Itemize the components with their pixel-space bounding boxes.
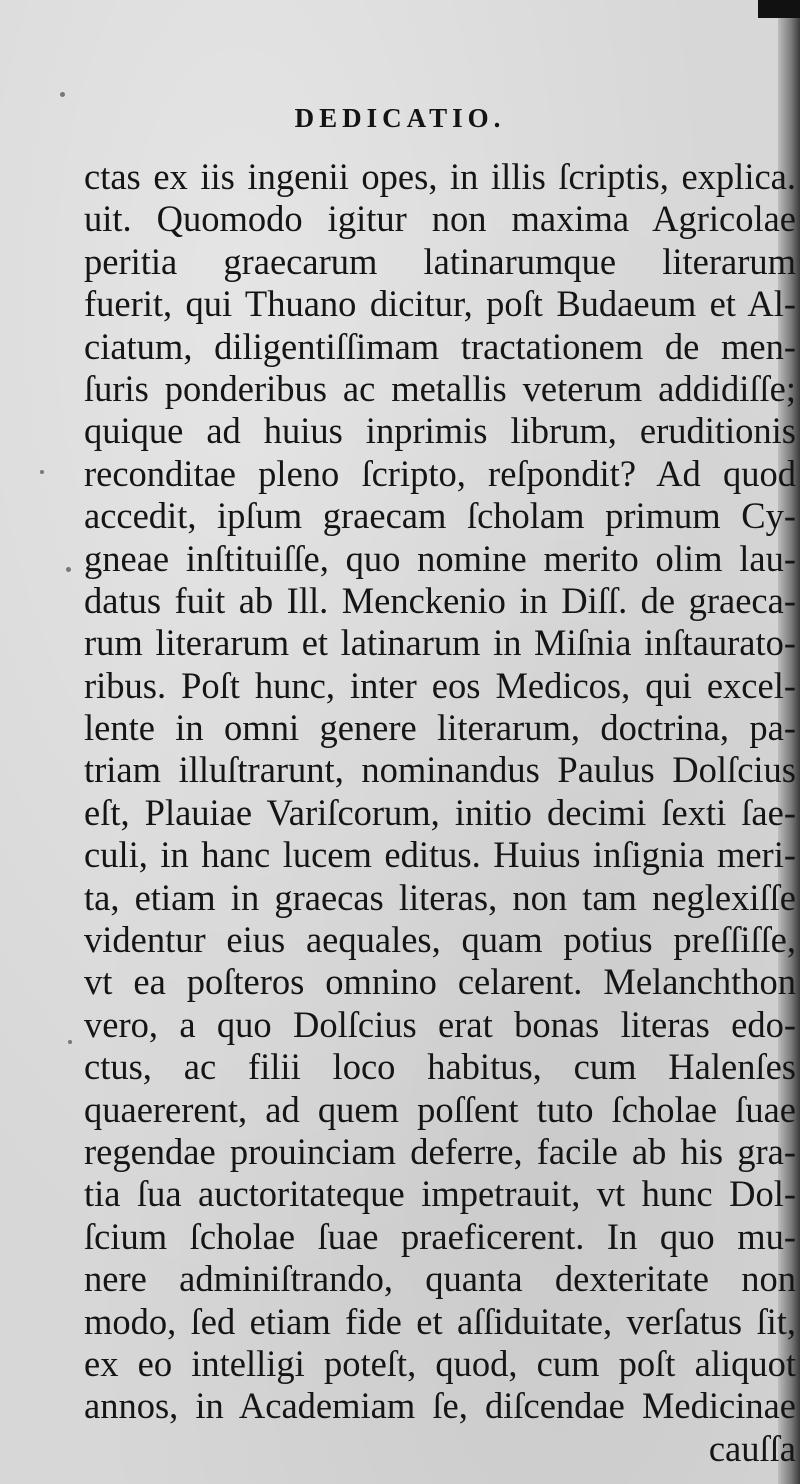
text-line: quique ad huius inprimis librum, eruditionis <box>84 410 796 452</box>
text-line: ciatum, diligentiſſimam tractationem de men- <box>84 325 796 367</box>
page-corner-shadow <box>758 0 800 18</box>
text-line: vero, a quo Dolſcius erat bonas literas edo- <box>84 1003 796 1045</box>
text-line: ribus. Poſt hunc, inter eos Medicos, qui excel- <box>84 664 796 706</box>
text-line: ctas ex iis ingenii opes, in illis ſcriptis, explica. <box>84 156 796 197</box>
text-line: triam illuſtrarunt, nominandus Paulus Dolſcius <box>84 749 796 791</box>
ink-speck <box>66 567 71 572</box>
text-line: ta, etiam in graecas literas, non tam neglexiſſe <box>84 876 796 918</box>
text-line: ſuris ponderibus ac metallis veterum addidiſſe; <box>84 367 796 409</box>
ink-speck <box>60 92 65 97</box>
text-line: ſcium ſcholae ſuae praeficerent. In quo mu- <box>84 1215 796 1257</box>
text-line: videntur eius aequales, quam potius preſſiſſe, <box>84 919 796 961</box>
text-line: regendae prouinciam deferre, facile ab his gra- <box>84 1130 796 1172</box>
catchword: cauſſa <box>708 1427 796 1469</box>
text-line: datus fuit ab Ill. Menckenio in Diſſ. de graeca- <box>84 579 796 621</box>
text-line: ctus, ac filii loco habitus, cum Halenſes <box>84 1046 796 1088</box>
text-line: accedit, ipſum graecam ſcholam primum Cy- <box>84 495 796 537</box>
text-line: nere adminiſtrando, quanta dexteritate non <box>84 1258 796 1300</box>
text-line: lente in omni genere literarum, doctrina, pa- <box>84 707 796 749</box>
text-line: reconditae pleno ſcripto, reſpondit? Ad quod <box>84 452 796 494</box>
running-header: DEDICATIO. <box>294 103 506 133</box>
text-line: culi, in hanc lucem editus. Huius inſignia meri- <box>84 834 796 876</box>
text-line: fuerit, qui Thuano dicitur, poſt Budaeum et Al- <box>84 283 796 325</box>
text-line: gneae inſtituiſſe, quo nomine merito olim lau- <box>84 537 796 579</box>
text-line: modo, ſed etiam fide et aſſiduitate, verſatus ſit, <box>84 1300 796 1342</box>
text-line: quaererent, ad quem poſſent tuto ſcholae ſuae <box>84 1088 796 1130</box>
text-line: ex eo intelligi poteſt, quod, cum poſt aliquot <box>84 1342 796 1384</box>
text-line: annos, in Academiam ſe, diſcendae Medicinae <box>84 1385 796 1427</box>
ink-speck <box>68 1040 72 1044</box>
ink-speck <box>40 470 44 474</box>
text-line: eſt, Plauiae Variſcorum, initio decimi ſexti ſae- <box>84 791 796 833</box>
text-line: tia ſua auctoritateque impetrauit, vt hunc Dol- <box>84 1173 796 1215</box>
text-line: uit. Quomodo igitur non maxima Agricolae <box>84 198 796 240</box>
body-text <box>84 156 796 1470</box>
text-line: vt ea poſteros omnino celarent. Melanchthon <box>84 961 796 1003</box>
text-line: rum literarum et latinarum in Miſnia inſtaurato- <box>84 622 796 664</box>
text-line: peritia graecarum latinarumque literarum <box>84 240 796 282</box>
